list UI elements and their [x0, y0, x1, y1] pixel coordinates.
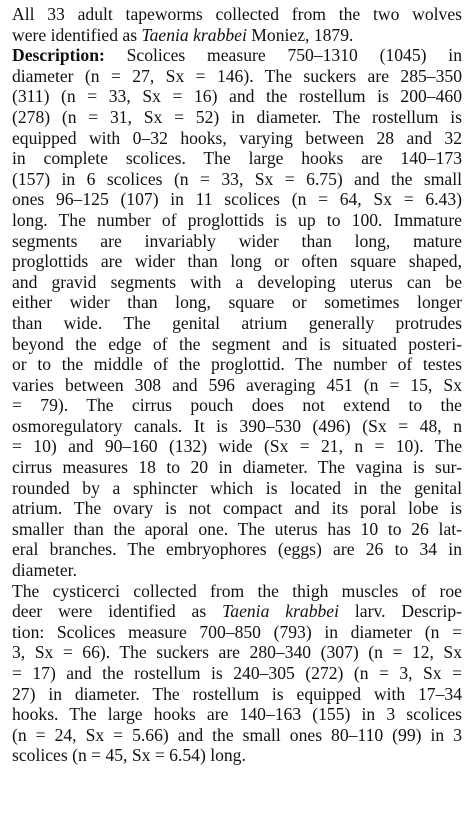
text-run: varies between 308 and 596 averaging 451 (n = 15, Sx: [12, 374, 462, 395]
text-run: eral branches. The embryophores (eggs) are 26 to 34 in: [12, 539, 462, 560]
text-line: [12, 375, 462, 396]
text-line: [12, 581, 462, 602]
text-line: [12, 189, 462, 210]
section-heading: Description:: [12, 45, 105, 66]
text-run: 27) in diameter. The rostellum is equipped with 17–34: [12, 683, 462, 704]
text-line: [12, 25, 462, 46]
text-run: Moniez, 1879.: [246, 24, 354, 45]
text-run: scolices (n = 45, Sx = 6.54) long.: [12, 745, 246, 766]
text-run: or to the middle of the proglottid. The number of testes: [12, 354, 462, 375]
text-line: [12, 210, 462, 231]
text-run: in complete scolices. The large hooks are 140–173: [12, 148, 462, 169]
text-line: [12, 66, 462, 87]
text-run: cirrus measures 18 to 20 in diameter. The vagina is sur-: [12, 457, 462, 478]
text-line: [12, 684, 462, 705]
text-run: hooks. The large hooks are 140–163 (155) in 3 scolices: [12, 704, 462, 725]
text-line: [12, 45, 462, 66]
text-run: = 17) and the rostellum is 240–305 (272) (n = 3, Sx =: [12, 663, 462, 683]
species-name: Taenia krabbei: [222, 601, 340, 622]
text-run: All 33 adult tapeworms collected from the two wolves: [12, 4, 462, 24]
text-line: [12, 663, 462, 684]
text-run: equipped with 0–32 hooks, varying between 28 and 32: [12, 127, 462, 148]
text-run: ones 96–125 (107) in 11 scolices (n = 64, Sx = 6.43): [12, 189, 462, 210]
text-line: [12, 272, 462, 293]
text-line: [12, 745, 462, 766]
text-line: [12, 704, 462, 725]
text-line: [12, 86, 462, 107]
text-run: (n = 24, Sx = 5.66) and the small ones 80–110 (99) in 3: [12, 724, 462, 745]
text-line: [12, 395, 462, 416]
text-line: [12, 251, 462, 272]
text-line: [12, 478, 462, 499]
text-line: [12, 354, 462, 375]
text-line: [12, 519, 462, 540]
text-run: (311) (n = 33, Sx = 16) and the rostellum is 200–460: [12, 86, 462, 107]
text-line: [12, 601, 462, 622]
text-run: Scolices measure 750–1310 (1045) in: [104, 45, 462, 66]
text-line: [12, 231, 462, 252]
text-run: osmoregulatory canals. It is 390–530 (496) (Sx = 48, n: [12, 415, 462, 436]
text-line: [12, 622, 462, 643]
text-line: [12, 169, 462, 190]
text-run: either wider than long, square or sometimes longer: [12, 292, 462, 313]
document-body: [12, 4, 462, 766]
text-line: [12, 334, 462, 355]
text-line: [12, 4, 462, 25]
text-column: [12, 4, 462, 766]
text-line: [12, 416, 462, 437]
text-run: than wide. The genital atrium generally protrudes: [12, 312, 462, 333]
text-run: (278) (n = 31, Sx = 52) in diameter. The rostellum is: [12, 106, 462, 127]
text-line: [12, 148, 462, 169]
species-name: Taenia krabbei: [141, 24, 247, 45]
text-run: were identified as: [12, 24, 142, 45]
text-run: (157) in 6 scolices (n = 33, Sx = 6.75) and the small: [12, 168, 462, 189]
text-run: atrium. The ovary is not compact and its poral lobe is: [12, 498, 462, 519]
text-line: [12, 107, 462, 128]
text-run: rounded by a sphincter which is located in the genital: [12, 477, 462, 498]
text-run: diameter.: [12, 560, 77, 581]
text-run: tion: Scolices measure 700–850 (793) in diameter (n =: [12, 621, 462, 642]
text-run: = 10) and 90–160 (132) wide (Sx = 21, n = 10). The: [12, 436, 462, 457]
text-line: [12, 539, 462, 560]
text-run: smaller than the aporal one. The uterus has 10 to 26 lat-: [12, 518, 462, 539]
text-line: [12, 642, 462, 663]
text-line: [12, 498, 462, 519]
text-run: larv. Descrip-: [339, 601, 462, 622]
text-line: [12, 725, 462, 746]
text-run: beyond the edge of the segment and is situated posteri-: [12, 333, 462, 354]
text-line: [12, 313, 462, 334]
text-run: deer were identified as: [12, 601, 223, 622]
text-run: diameter (n = 27, Sx = 146). The suckers are 285–350: [12, 65, 462, 86]
text-line: [12, 128, 462, 149]
text-run: and gravid segments with a developing uterus can be: [12, 271, 462, 292]
text-run: 3, Sx = 66). The suckers are 280–340 (307) (n = 12, Sx: [12, 642, 462, 663]
text-line: [12, 560, 462, 581]
text-run: segments are invariably wider than long, mature: [12, 230, 462, 251]
text-run: proglottids are wider than long or often square shaped,: [12, 251, 462, 272]
text-line: [12, 457, 462, 478]
text-run: The cysticerci collected from the thigh muscles of roe: [12, 580, 462, 601]
text-run: = 79). The cirrus pouch does not extend to the: [12, 395, 462, 416]
text-line: [12, 436, 462, 457]
text-line: [12, 292, 462, 313]
text-run: long. The number of proglottids is up to 100. Immature: [12, 209, 462, 230]
